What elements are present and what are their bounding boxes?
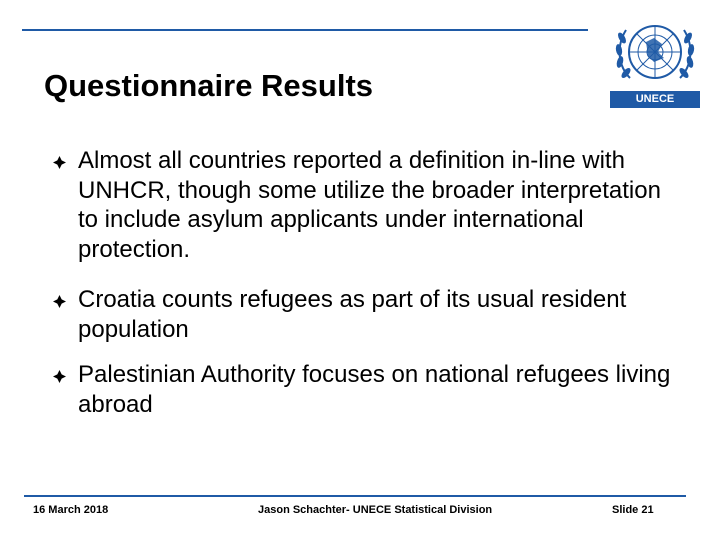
logo-label: UNECE (610, 91, 700, 108)
diamond-bullet-icon (53, 370, 66, 383)
bullet-text: Almost all countries reported a definition in-line with UNHCR, though some utilize the broader interpretation to include asylum applicants under international protection. (78, 147, 661, 263)
diamond-bullet-icon (53, 295, 66, 308)
diamond-bullet-icon (53, 156, 66, 169)
bullet-text: Croatia counts refugees as part of its usual resident population (78, 286, 627, 343)
footer-rule (24, 495, 686, 497)
footer-date: 16 March 2018 (33, 504, 109, 516)
footer-slide-number: Slide 21 (612, 504, 654, 516)
slide-title: Questionnaire Results (44, 68, 374, 103)
bullet-text: Palestinian Authority focuses on national refugees living abroad (78, 361, 671, 418)
footer-author: Jason Schachter- UNECE Statistical Division (258, 504, 493, 516)
